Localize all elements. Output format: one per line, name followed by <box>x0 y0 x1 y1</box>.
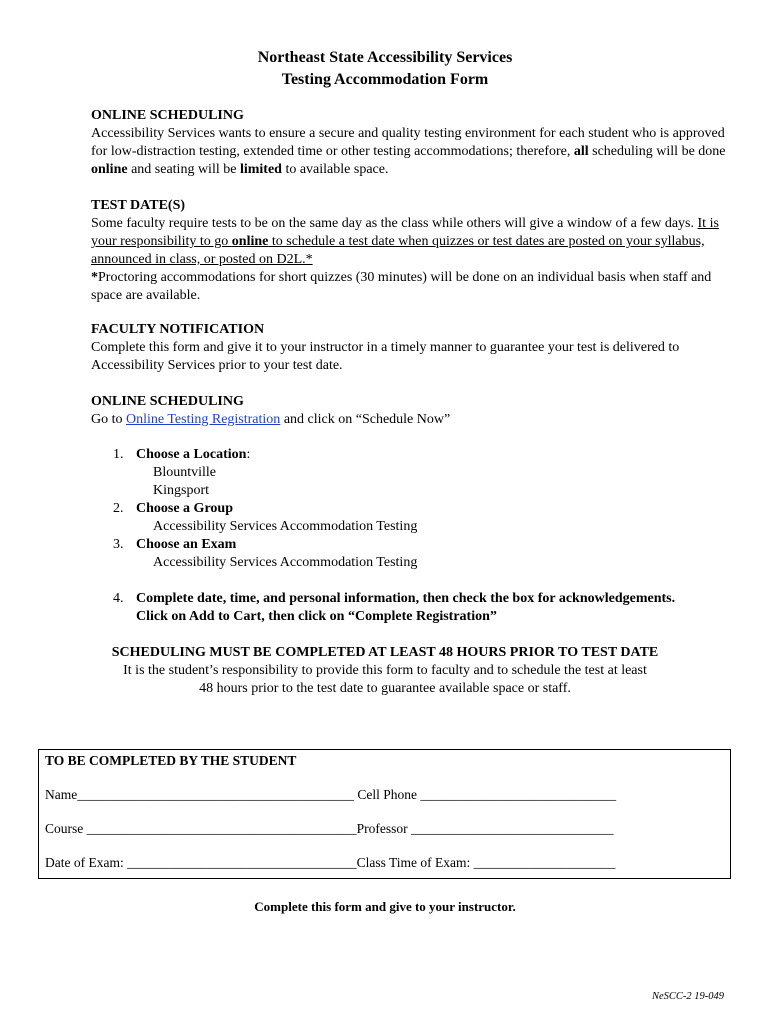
text-bold-online: online <box>91 162 128 177</box>
online-scheduling-steps-section <box>91 393 731 429</box>
text-part: Go to <box>91 412 126 427</box>
step-label: Choose an Exam <box>136 537 237 552</box>
step-label: Choose a Location <box>136 447 247 462</box>
text-part: Accessibility Services wants to ensure a secure and quality testing environment for each student who is approved for low-distraction testing, extended time or other testing accommodations; therefore, <box>91 126 725 159</box>
proctoring-note <box>91 269 731 305</box>
step-4 <box>113 590 675 608</box>
deadline-line-1: It is the student’s responsibility to provide this form to faculty and to schedule the test at least <box>123 663 647 678</box>
online-scheduling-heading-2: ONLINE SCHEDULING <box>91 394 244 409</box>
step-1 <box>113 446 250 464</box>
step-number: 4. <box>113 591 124 606</box>
text-part: Some faculty require tests to be on the same day as the class while others will give a window of a few days. <box>91 216 698 231</box>
online-scheduling-section <box>91 107 731 179</box>
step-label: Choose a Group <box>136 501 233 516</box>
faculty-notification-text: Complete this form and give it to your instructor in a timely manner to guarantee your test is delivered to Accessibility Services prior to your test date. <box>91 340 680 373</box>
step-3 <box>113 536 236 554</box>
text-part: scheduling will be done <box>588 144 726 159</box>
step-2 <box>113 500 233 518</box>
text-bold-all: all <box>573 144 589 159</box>
step-1-sub-2: Kingsport <box>153 483 209 498</box>
step-number: 1. <box>113 447 124 462</box>
deadline-heading: SCHEDULING MUST BE COMPLETED AT LEAST 48 HOURS PRIOR TO TEST DATE <box>111 645 659 660</box>
go-to-line <box>91 411 731 429</box>
online-testing-registration-link[interactable]: Online Testing Registration <box>126 412 281 427</box>
step-3-sub-1: Accessibility Services Accommodation Testing <box>153 555 418 570</box>
title-line-2: Testing Accommodation Form <box>281 71 489 88</box>
test-dates-section <box>91 197 731 305</box>
online-scheduling-text <box>91 125 731 179</box>
faculty-notification-heading: FACULTY NOTIFICATION <box>91 322 265 337</box>
form-id: NeSCC-2 19-049 <box>651 991 724 1002</box>
title-line-1: Northeast State Accessibility Services <box>257 49 513 66</box>
test-dates-text <box>91 215 731 269</box>
note-text: Proctoring accommodations for short quizzes (30 minutes) will be done on an individual basis when staff and space are available. <box>91 270 712 303</box>
course-professor-row[interactable]: Course ________________________________________Professor ______________________________ <box>45 821 614 836</box>
step-suffix: : <box>246 447 251 462</box>
text-part: and click on “Schedule Now” <box>280 412 451 427</box>
student-section-heading: TO BE COMPLETED BY THE STUDENT <box>45 753 297 768</box>
step-4-line-2: Click on Add to Cart, then click on “Complete Registration” <box>136 609 497 624</box>
text-bold-limited: limited <box>239 162 282 177</box>
faculty-notification-section <box>91 321 731 375</box>
text-part: to available space. <box>281 162 389 177</box>
exam-date-time-row[interactable]: Date of Exam: __________________________________Class Time of Exam: _____________________ <box>45 855 616 870</box>
deadline-line-2: 48 hours prior to the test date to guarantee available space or staff. <box>199 681 571 696</box>
text-bold-online: online <box>231 234 269 249</box>
step-label: Complete date, time, and personal information, then check the box for acknowledgements. <box>136 591 676 606</box>
text-part: to schedule a test date when quizzes or test dates are posted on your syllabus, announced in class, or posted on D2L.* <box>91 234 705 267</box>
test-dates-heading: TEST DATE(S) <box>91 198 186 213</box>
text-part: It is your responsibility to go <box>91 216 719 249</box>
step-1-sub-1: Blountville <box>153 465 216 480</box>
step-number: 3. <box>113 537 124 552</box>
name-cell-phone-row[interactable]: Name_________________________________________ Cell Phone _____________________________ <box>45 787 617 802</box>
step-number: 2. <box>113 501 124 516</box>
student-section-box <box>38 749 731 879</box>
step-2-sub-1: Accessibility Services Accommodation Testing <box>153 519 418 534</box>
text-part: and seating will be <box>127 162 240 177</box>
note-asterisk: * <box>91 270 98 285</box>
online-scheduling-heading: ONLINE SCHEDULING <box>91 108 244 123</box>
footer-instruction: Complete this form and give to your instructor. <box>254 899 516 914</box>
